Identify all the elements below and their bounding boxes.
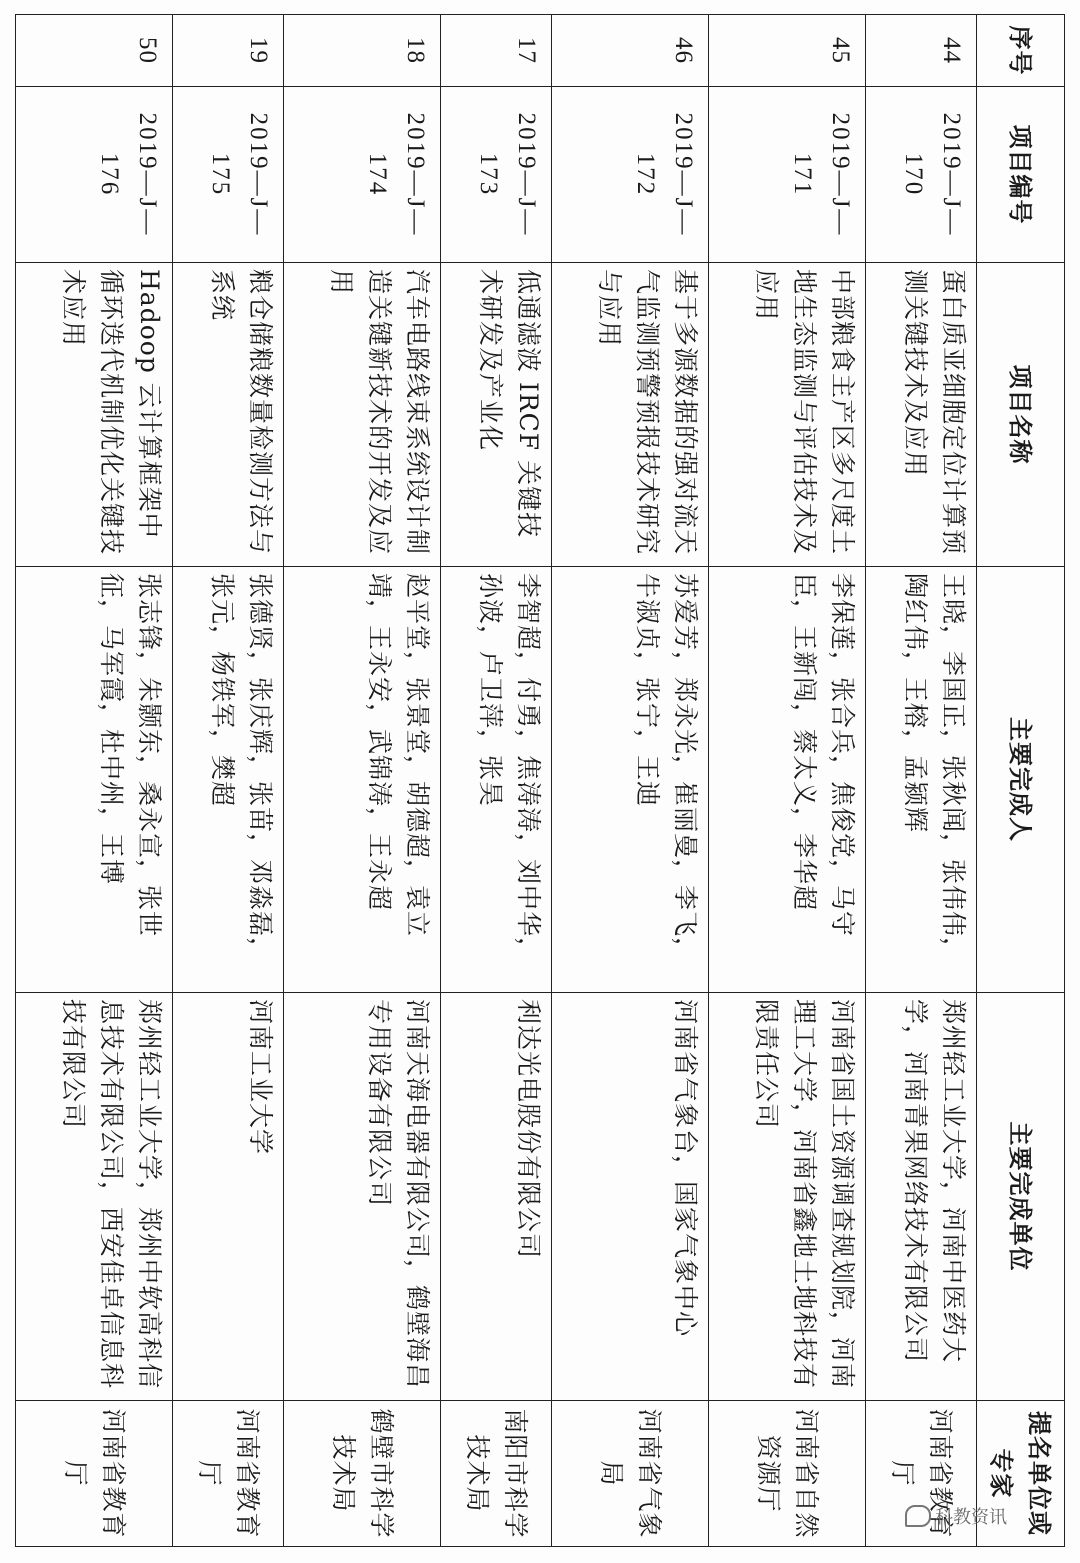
cell-seq: 19 (173, 15, 284, 87)
cell-unit: 河南省气象台，国家气象中心 (552, 993, 709, 1401)
cell-seq: 46 (552, 15, 709, 87)
table-row (552, 15, 709, 1547)
cell-unit: 河南工业大学 (173, 993, 284, 1401)
cell-people: 李智超，付勇，焦涛涛，刘中华，孙波，卢卫萍，张昊 (441, 567, 552, 993)
cell-nominator: 南阳市科学技术局 (441, 1401, 552, 1547)
cell-seq: 50 (16, 15, 173, 87)
cell-seq: 44 (865, 15, 976, 87)
cell-unit: 郑州轻工业大学，河南中医药大学，河南青果网络技术有限公司 (865, 993, 976, 1401)
cell-unit: 河南省国土资源调查规划院，河南理工大学，河南省鑫地土地科技有限责任公司 (709, 993, 866, 1401)
cell-code: 2019—J—172 (552, 87, 709, 263)
wechat-icon (905, 1505, 931, 1527)
cell-people: 苏爱芳，郑永光，崔丽曼，李飞，牛淑贞，张宁，王迪 (552, 567, 709, 993)
cell-unit: 利达光电股份有限公司 (441, 993, 552, 1401)
cell-nominator: 河南省气象局 (552, 1401, 709, 1547)
cell-name: Hadoop 云计算框架中循环迭代机制优化关键技术应用 (16, 263, 173, 567)
cell-name: 粮仓储粮数量检测方法与系统 (173, 263, 284, 567)
cell-name: 汽车电路线束系统设计制造关键新技术的开发及应用 (284, 263, 441, 567)
cell-people: 赵平堂，张景堂，胡德超，袁立靖，王永安，武锦涛，王永超 (284, 567, 441, 993)
header-people: 主要完成人 (977, 567, 1065, 993)
cell-people: 王晓，李国正，张秋闻，张伟伟，陶红伟，王榕，孟颍辉 (865, 567, 976, 993)
table-row (173, 15, 284, 1547)
cell-name: 中部粮食主产区多尺度土地生态监测与评估技术及应用 (709, 263, 866, 567)
cell-nominator: 河南省教育厅 (173, 1401, 284, 1547)
project-table (15, 14, 1065, 1547)
cell-people: 张德贤，张庆辉，张苗，邓淼磊，张元，杨铁军，樊超 (173, 567, 284, 993)
cell-code: 2019—J—174 (284, 87, 441, 263)
cell-code: 2019—J—175 (173, 87, 284, 263)
header-unit: 主要完成单位 (977, 993, 1065, 1401)
cell-people: 张志锋，朱颢东，桑永宣，张世征，马军霞，杜中州，王博 (16, 567, 173, 993)
table-row (441, 15, 552, 1547)
cell-code: 2019—J—170 (865, 87, 976, 263)
table-row (284, 15, 441, 1547)
cell-nominator: 河南省教育厅 (16, 1401, 173, 1547)
cell-unit: 河南天海电器有限公司，鹤壁海昌专用设备有限公司 (284, 993, 441, 1401)
cell-people: 李保莲，张合兵，焦俊党，马守臣，王新闯，蔡太义，李华超 (709, 567, 866, 993)
header-code: 项目编号 (977, 87, 1065, 263)
cell-unit: 郑州轻工业大学，郑州中软高科信息技术有限公司，西安佳卓信息科技有限公司 (16, 993, 173, 1401)
header-name: 项目名称 (977, 263, 1065, 567)
header-seq: 序号 (977, 15, 1065, 87)
cell-seq: 18 (284, 15, 441, 87)
cell-nominator: 河南省自然资源厅 (709, 1401, 866, 1547)
cell-nominator: 鹤壁市科学技术局 (284, 1401, 441, 1547)
cell-seq: 45 (709, 15, 866, 87)
cell-code: 2019—J—171 (709, 87, 866, 263)
cell-nominator: 河南省教育厅 (865, 1401, 976, 1547)
cell-code: 2019—J—173 (441, 87, 552, 263)
cell-name: 基于多源数据的强对流天气监测预警预报技术研究与应用 (552, 263, 709, 567)
watermark (905, 1503, 1007, 1529)
header-nominator: 提名单位或专家 (977, 1401, 1065, 1547)
cell-name: 低通滤波 IRCF 关键技术研发及产业化 (441, 263, 552, 567)
cell-code: 2019—J—176 (16, 87, 173, 263)
table-row (16, 15, 173, 1547)
rotated-table-container (15, 14, 1065, 1546)
cell-name: 蛋白质亚细胞定位计算预测关键技术及应用 (865, 263, 976, 567)
table-header-row (977, 15, 1065, 1547)
watermark-text: 科教资讯 (935, 1507, 1007, 1528)
cell-seq: 17 (441, 15, 552, 87)
table-row (865, 15, 976, 1547)
table-row (709, 15, 866, 1547)
